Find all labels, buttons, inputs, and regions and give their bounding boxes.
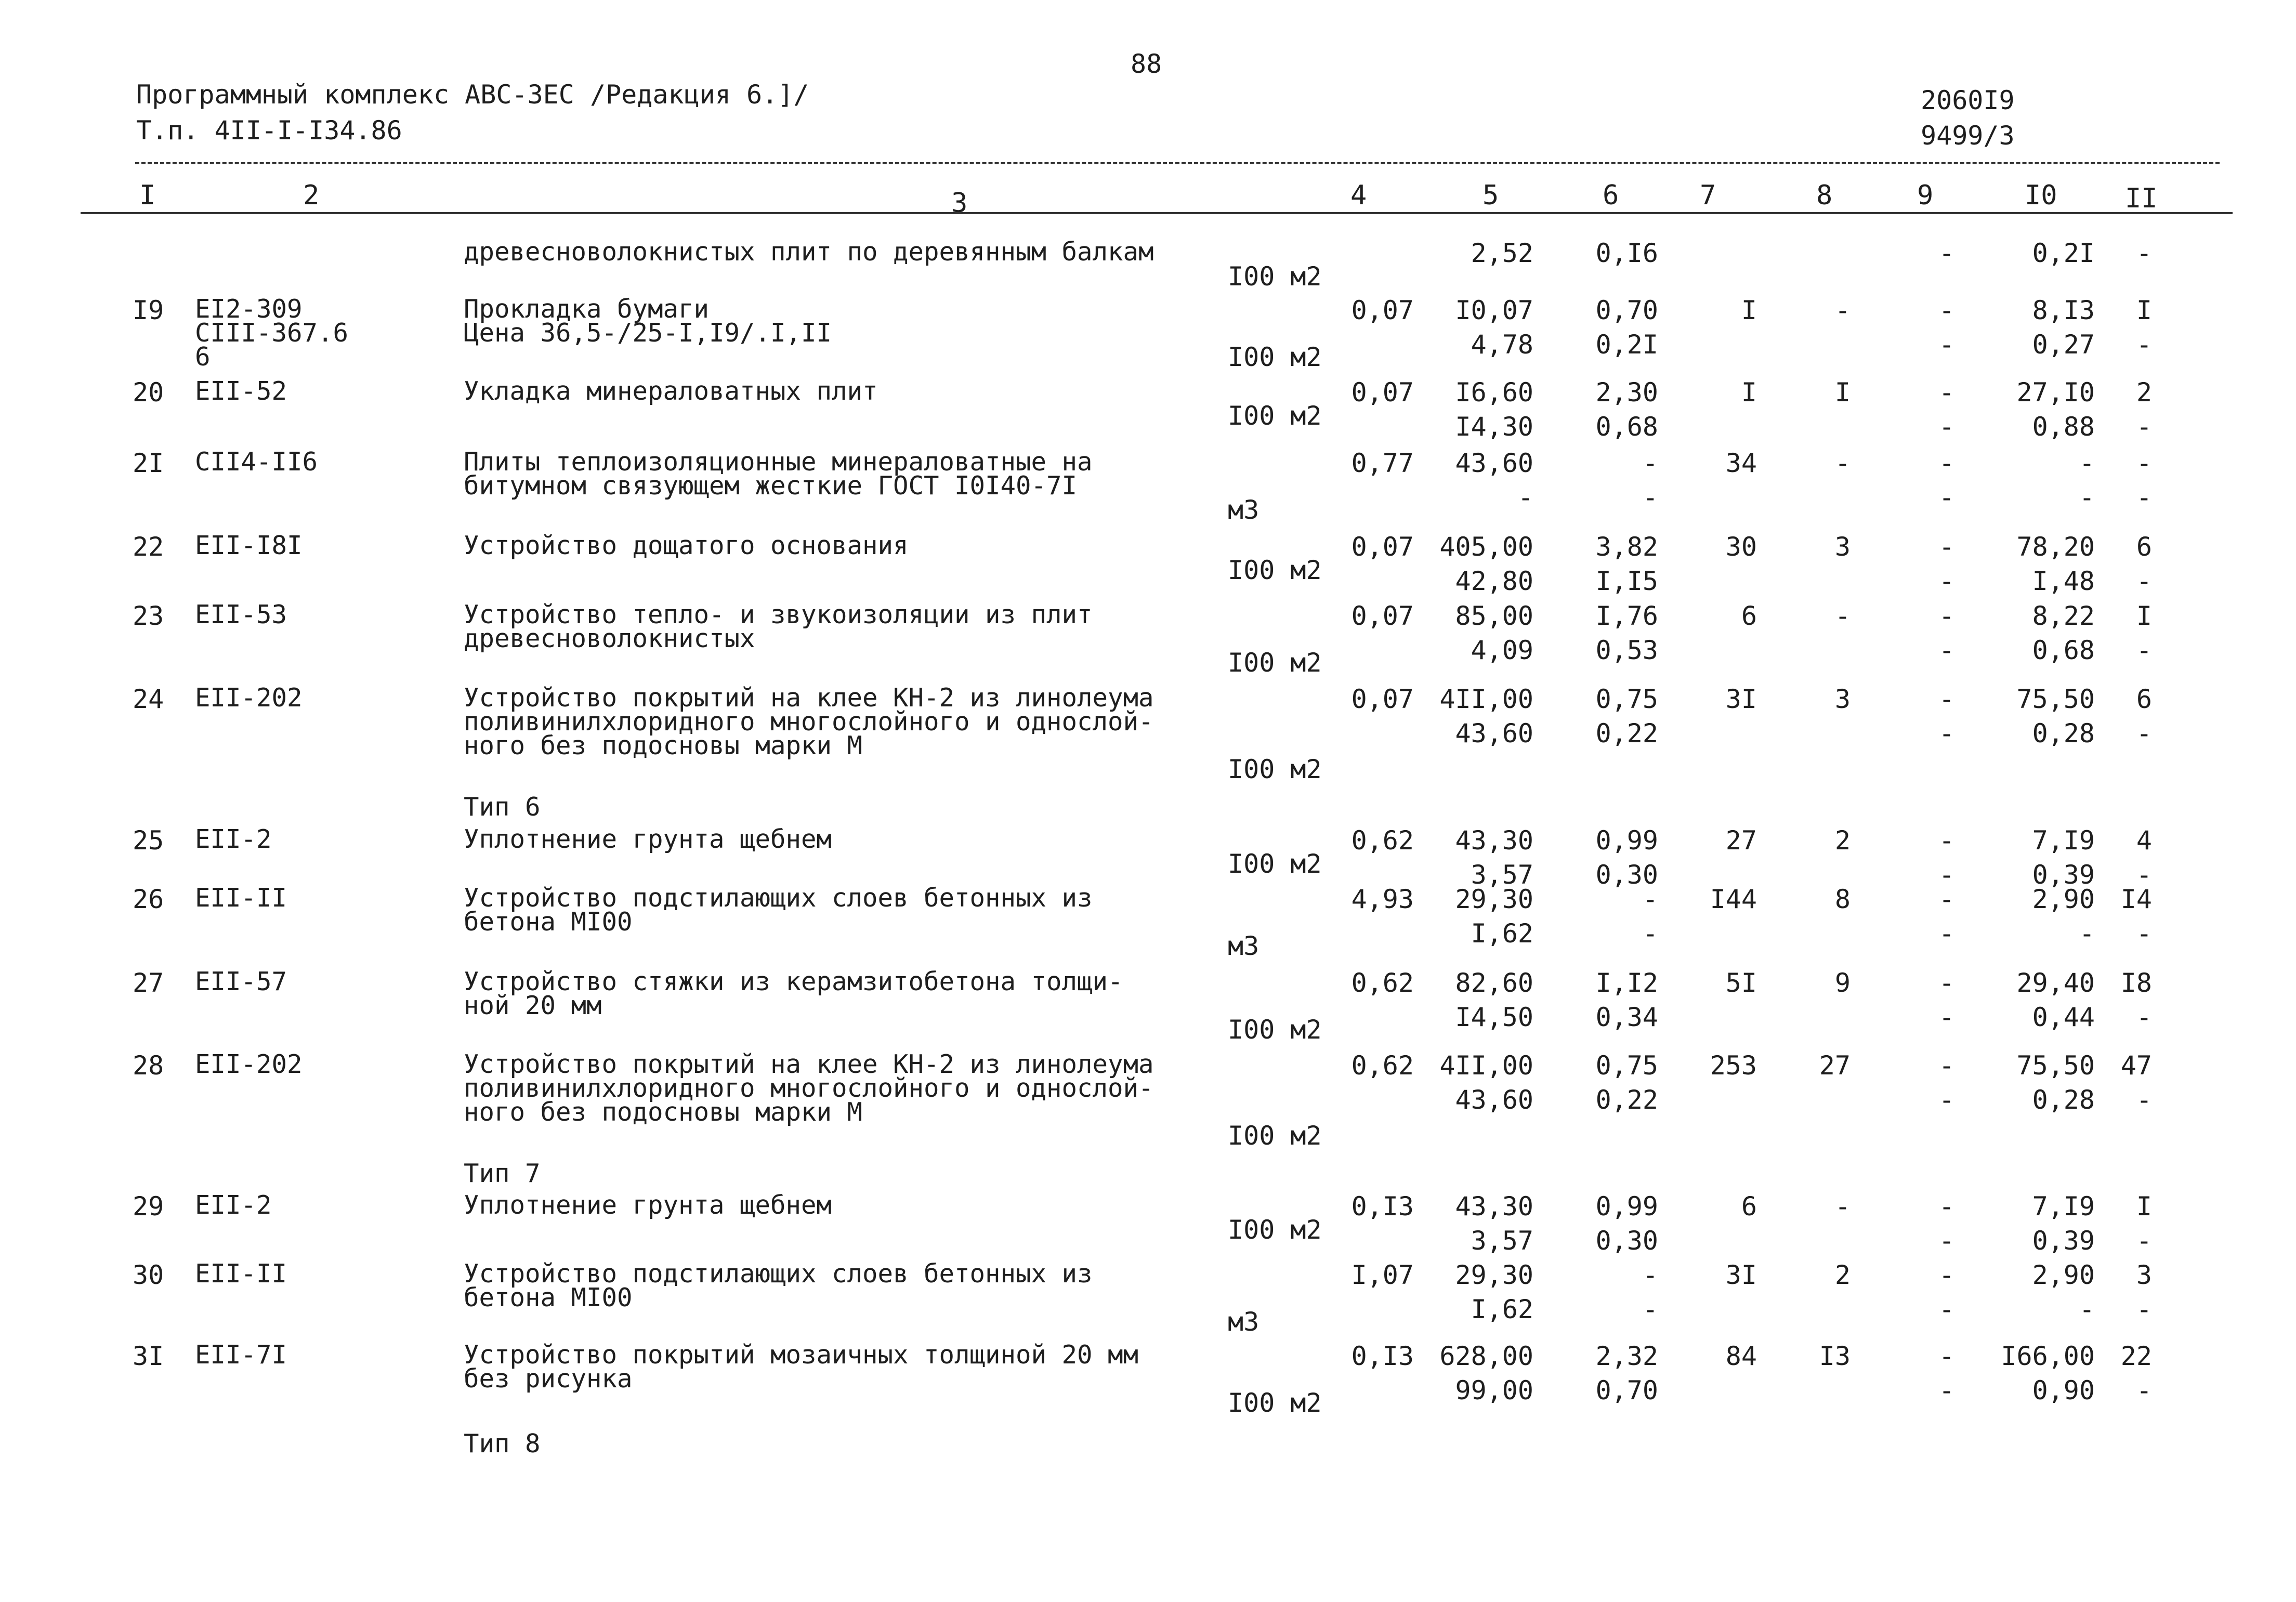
value-col-6-second: 0,30 xyxy=(1595,860,1658,890)
value-col-10: 8,I3 xyxy=(2032,295,2095,325)
work-description-line: без рисунка xyxy=(464,1364,633,1394)
row-number: I9 xyxy=(133,295,164,325)
work-description-line: поливинилхлоридного многослойного и однослой- xyxy=(464,707,1154,737)
row-number: 2I xyxy=(133,448,164,478)
value-col-10-second: 0,68 xyxy=(2032,635,2095,665)
value-col-6-second: 0,70 xyxy=(1595,1375,1658,1406)
work-description-line: бетона МI00 xyxy=(464,1283,633,1312)
value-col-4: 0,07 xyxy=(1351,684,1414,714)
type-7-label: Тип 7 xyxy=(464,1159,541,1188)
value-col-4: 0,62 xyxy=(1351,825,1414,856)
value-col-11-second: - xyxy=(2136,566,2152,596)
unit-of-measure: I00 м2 xyxy=(1228,754,1322,784)
value-col-4: 0,07 xyxy=(1351,295,1414,325)
value-col-7: 253 xyxy=(1710,1051,1757,1081)
row-number: 30 xyxy=(133,1260,164,1290)
value-col-6: 0,99 xyxy=(1595,1191,1658,1222)
value-col-11: I xyxy=(2136,1191,2152,1222)
unit-of-measure: I00 м2 xyxy=(1228,648,1322,678)
value-col-10-second: 0,39 xyxy=(2032,1226,2095,1256)
value-col-9: - xyxy=(1938,295,1954,325)
value-col-9-second: - xyxy=(1938,1085,1954,1115)
value-col-5: 2,52 xyxy=(1471,238,1533,268)
value-col-10-second: 0,28 xyxy=(2032,718,2095,749)
value-col-5-second: 42,80 xyxy=(1455,566,1533,596)
value-col-5: 43,30 xyxy=(1455,825,1533,856)
value-col-10: 7,I9 xyxy=(2032,1191,2095,1222)
column-number-11: II xyxy=(2125,183,2158,214)
unit-of-measure: I00 м2 xyxy=(1228,342,1322,372)
rate-code: ЕII-II xyxy=(195,883,287,913)
value-col-9-second: - xyxy=(1938,1226,1954,1256)
row-number: 26 xyxy=(133,884,164,914)
value-col-5-second: - xyxy=(1517,482,1533,513)
value-col-7: I xyxy=(1741,295,1757,325)
value-col-8: - xyxy=(1834,1191,1851,1222)
value-col-6: 2,30 xyxy=(1595,377,1658,408)
value-col-8: 3 xyxy=(1834,684,1851,714)
value-col-11: 22 xyxy=(2120,1341,2152,1371)
value-col-10: 78,20 xyxy=(2016,532,2095,562)
value-col-10: 75,50 xyxy=(2016,1051,2095,1081)
value-col-5: 29,30 xyxy=(1455,1260,1533,1290)
value-col-10: 8,22 xyxy=(2032,601,2095,631)
value-col-5-second: I4,50 xyxy=(1455,1002,1533,1032)
value-col-6: 0,70 xyxy=(1595,295,1658,325)
value-col-7: 3I xyxy=(1725,1260,1757,1290)
work-description-line: Устройство подстилающих слоев бетонных из xyxy=(464,1259,1093,1289)
rate-code: ЕII-53 xyxy=(195,600,287,629)
value-col-11: - xyxy=(2136,238,2152,268)
value-col-11-second: - xyxy=(2136,330,2152,360)
value-col-7: I xyxy=(1741,377,1757,408)
row-number: 20 xyxy=(133,377,164,408)
value-col-6: 0,75 xyxy=(1595,684,1658,714)
row-number: 25 xyxy=(133,825,164,856)
value-col-5-second: 4,78 xyxy=(1471,330,1533,360)
work-description-line: Прокладка бумаги xyxy=(464,294,710,324)
value-col-6-second: 0,22 xyxy=(1595,1085,1658,1115)
value-col-4: 0,I3 xyxy=(1351,1341,1414,1371)
value-col-9: - xyxy=(1938,1051,1954,1081)
value-col-10-second: I,48 xyxy=(2032,566,2095,596)
value-col-9-second: - xyxy=(1938,718,1954,749)
rate-code: ЕII-202 xyxy=(195,683,303,713)
value-col-10: 0,2I xyxy=(2032,238,2095,268)
value-col-6: 2,32 xyxy=(1595,1341,1658,1371)
value-col-6-second: 0,34 xyxy=(1595,1002,1658,1032)
column-number-5: 5 xyxy=(1482,180,1499,211)
value-col-9-second: - xyxy=(1938,1375,1954,1406)
value-col-10-second: - xyxy=(2079,918,2095,949)
value-col-11: 3 xyxy=(2136,1260,2152,1290)
column-number-3: 3 xyxy=(951,188,968,219)
value-col-6: 0,99 xyxy=(1595,825,1658,856)
work-description-line: Устройство покрытий на клее КН-2 из линолеума xyxy=(464,1049,1154,1079)
value-col-11: I4 xyxy=(2120,884,2152,914)
value-col-5: 43,30 xyxy=(1455,1191,1533,1222)
value-col-10: I66,00 xyxy=(2001,1341,2095,1371)
column-number-7: 7 xyxy=(1700,180,1716,211)
rate-code: ЕII-202 xyxy=(195,1049,303,1079)
value-col-10-second: 0,88 xyxy=(2032,412,2095,442)
work-description-line: Устройство дощатого основания xyxy=(464,531,909,560)
value-col-5-second: 3,57 xyxy=(1471,860,1533,890)
value-col-6: 3,82 xyxy=(1595,532,1658,562)
value-col-9-second: - xyxy=(1938,860,1954,890)
unit-of-measure: м3 xyxy=(1228,495,1259,525)
value-col-11: 47 xyxy=(2120,1051,2152,1081)
work-description-line: Устройство покрытий на клее КН-2 из линолеума xyxy=(464,683,1154,713)
work-description-line: Устройство стяжки из керамзитобетона толщи- xyxy=(464,967,1123,996)
value-col-5: I6,60 xyxy=(1455,377,1533,408)
value-col-5-second: 4,09 xyxy=(1471,635,1533,665)
value-col-9-second: - xyxy=(1938,635,1954,665)
work-description-line: Цена 36,5-/25-I,I9/.I,II xyxy=(464,318,832,348)
value-col-7: 3I xyxy=(1725,684,1757,714)
rate-code: ЕII-52 xyxy=(195,376,287,406)
value-col-6-second: 0,53 xyxy=(1595,635,1658,665)
value-col-11: 2 xyxy=(2136,377,2152,408)
value-col-6: 0,75 xyxy=(1595,1051,1658,1081)
value-col-8: 2 xyxy=(1834,1260,1851,1290)
document-code: 2060I9 xyxy=(1921,85,2015,115)
value-col-11: 6 xyxy=(2136,532,2152,562)
rate-code: ЕII-2 xyxy=(195,824,272,854)
value-col-10-second: 0,90 xyxy=(2032,1375,2095,1406)
work-description-line: Уплотнение грунта щебнем xyxy=(464,824,832,854)
value-col-4: 0,62 xyxy=(1351,1051,1414,1081)
row-number: 28 xyxy=(133,1051,164,1081)
work-description-line: Устройство покрытий мозаичных толщиной 20 мм xyxy=(464,1340,1139,1370)
value-col-6-second: 0,22 xyxy=(1595,718,1658,749)
value-col-8: I3 xyxy=(1819,1341,1851,1371)
value-col-8: 8 xyxy=(1834,884,1851,914)
value-col-11-second: - xyxy=(2136,482,2152,513)
unit-of-measure: I00 м2 xyxy=(1228,555,1322,585)
value-col-9: - xyxy=(1938,532,1954,562)
value-col-6: - xyxy=(1642,884,1658,914)
program-title: Программный комплекс АВС-ЗЕС /Редакция 6.]/ xyxy=(136,80,809,110)
unit-of-measure: I00 м2 xyxy=(1228,849,1322,879)
value-col-10-second: - xyxy=(2079,482,2095,513)
rate-code: ЕII-II xyxy=(195,1259,287,1289)
value-col-8: I xyxy=(1834,377,1851,408)
value-col-6: I,76 xyxy=(1595,601,1658,631)
unit-of-measure: I00 м2 xyxy=(1228,261,1322,292)
value-col-10: 75,50 xyxy=(2016,684,2095,714)
value-col-5: 82,60 xyxy=(1455,968,1533,998)
sheet-code: 9499/3 xyxy=(1921,121,2015,151)
value-col-4: 0,07 xyxy=(1351,377,1414,408)
row-number: 27 xyxy=(133,968,164,998)
work-description-line: ной 20 мм xyxy=(464,991,602,1020)
value-col-9-second: - xyxy=(1938,412,1954,442)
value-col-11: I xyxy=(2136,295,2152,325)
value-col-4: 4,93 xyxy=(1351,884,1414,914)
rate-code: ЕII-I8I xyxy=(195,531,303,560)
value-col-5: 405,00 xyxy=(1439,532,1533,562)
value-col-5: 4II,00 xyxy=(1439,684,1533,714)
value-col-9: - xyxy=(1938,377,1954,408)
value-col-5: 29,30 xyxy=(1455,884,1533,914)
value-col-4: I,07 xyxy=(1351,1260,1414,1290)
value-col-10: 7,I9 xyxy=(2032,825,2095,856)
value-col-9: - xyxy=(1938,1191,1954,1222)
value-col-9-second: - xyxy=(1938,918,1954,949)
value-col-5-second: I,62 xyxy=(1471,1294,1533,1324)
value-col-9-second: - xyxy=(1938,330,1954,360)
value-col-9: - xyxy=(1938,884,1954,914)
value-col-10-second: 0,27 xyxy=(2032,330,2095,360)
work-description-line: древесноволокнистых xyxy=(464,624,755,653)
type-8-label: Тип 8 xyxy=(464,1429,541,1459)
rate-code: СII4-II6 xyxy=(195,447,318,477)
value-col-11-second: - xyxy=(2136,412,2152,442)
row-number: 3I xyxy=(133,1341,164,1371)
work-description-line: древесноволокнистых плит по деревянным балкам xyxy=(464,237,1154,267)
value-col-10: 27,I0 xyxy=(2016,377,2095,408)
value-col-9: - xyxy=(1938,238,1954,268)
value-col-7: 30 xyxy=(1725,532,1757,562)
rate-code: ЕII-2 xyxy=(195,1190,272,1220)
rate-code: ЕII-7I xyxy=(195,1340,287,1370)
value-col-10: 29,40 xyxy=(2016,968,2095,998)
value-col-9: - xyxy=(1938,968,1954,998)
value-col-11-second: - xyxy=(2136,1226,2152,1256)
rate-code: ЕII-57 xyxy=(195,967,287,996)
value-col-10: 2,90 xyxy=(2032,884,2095,914)
work-description-line: поливинилхлоридного многослойного и однослой- xyxy=(464,1073,1154,1103)
value-col-7: 34 xyxy=(1725,448,1757,478)
value-col-8: - xyxy=(1834,295,1851,325)
value-col-11: I8 xyxy=(2120,968,2152,998)
value-col-7: 6 xyxy=(1741,601,1757,631)
value-col-9-second: - xyxy=(1938,566,1954,596)
value-col-9: - xyxy=(1938,684,1954,714)
value-col-4: 0,07 xyxy=(1351,532,1414,562)
value-col-5-second: 43,60 xyxy=(1455,1085,1533,1115)
value-col-9: - xyxy=(1938,825,1954,856)
value-col-11-second: - xyxy=(2136,635,2152,665)
value-col-5: 628,00 xyxy=(1439,1341,1533,1371)
header-rule-top xyxy=(135,162,2220,164)
column-number-9: 9 xyxy=(1917,180,1934,211)
column-number-4: 4 xyxy=(1350,180,1367,211)
value-col-11-second: - xyxy=(2136,860,2152,890)
value-col-6: 0,I6 xyxy=(1595,238,1658,268)
value-col-4: 0,62 xyxy=(1351,968,1414,998)
work-description-line: Устройство тепло- и звукоизоляции из плит xyxy=(464,600,1093,629)
value-col-11: - xyxy=(2136,448,2152,478)
row-number: 24 xyxy=(133,684,164,714)
value-col-10-second: - xyxy=(2079,1294,2095,1324)
value-col-11: I xyxy=(2136,601,2152,631)
column-number-6: 6 xyxy=(1603,180,1619,211)
column-number-10: I0 xyxy=(2025,180,2057,211)
work-description-line: Устройство подстилающих слоев бетонных из xyxy=(464,883,1093,913)
value-col-8: - xyxy=(1834,601,1851,631)
value-col-9-second: - xyxy=(1938,1294,1954,1324)
value-col-8: 3 xyxy=(1834,532,1851,562)
value-col-4: 0,I3 xyxy=(1351,1191,1414,1222)
value-col-10: - xyxy=(2079,448,2095,478)
value-col-5: I0,07 xyxy=(1455,295,1533,325)
value-col-9: - xyxy=(1938,1341,1954,1371)
work-description-line: ного без подосновы марки М xyxy=(464,1097,863,1127)
value-col-9-second: - xyxy=(1938,482,1954,513)
unit-of-measure: I00 м2 xyxy=(1228,1388,1322,1418)
value-col-10-second: 0,44 xyxy=(2032,1002,2095,1032)
value-col-8: 2 xyxy=(1834,825,1851,856)
value-col-11-second: - xyxy=(2136,1375,2152,1406)
value-col-6-second: - xyxy=(1642,1294,1658,1324)
value-col-11-second: - xyxy=(2136,1002,2152,1032)
value-col-6-second: 0,2I xyxy=(1595,330,1658,360)
value-col-10-second: 0,39 xyxy=(2032,860,2095,890)
rate-code: ЕI2-309 СIII-367.6 6 xyxy=(195,294,349,372)
value-col-6-second: I,I5 xyxy=(1595,566,1658,596)
value-col-11: 6 xyxy=(2136,684,2152,714)
value-col-5-second: 3,57 xyxy=(1471,1226,1533,1256)
value-col-9: - xyxy=(1938,1260,1954,1290)
work-description-line: битумном связующем жесткие ГОСТ I0I40-7I xyxy=(464,471,1078,501)
unit-of-measure: I00 м2 xyxy=(1228,1121,1322,1151)
value-col-7: 6 xyxy=(1741,1191,1757,1222)
value-col-5: 43,60 xyxy=(1455,448,1533,478)
value-col-4: 0,77 xyxy=(1351,448,1414,478)
value-col-7: 27 xyxy=(1725,825,1757,856)
value-col-5: 85,00 xyxy=(1455,601,1533,631)
type-6-label: Тип 6 xyxy=(464,792,541,822)
value-col-9: - xyxy=(1938,601,1954,631)
column-number-1: I xyxy=(139,180,156,211)
value-col-5-second: I,62 xyxy=(1471,918,1533,949)
work-description-line: Уплотнение грунта щебнем xyxy=(464,1190,832,1220)
value-col-6: - xyxy=(1642,1260,1658,1290)
value-col-7: 5I xyxy=(1725,968,1757,998)
value-col-9-second: - xyxy=(1938,1002,1954,1032)
row-number: 29 xyxy=(133,1191,164,1222)
work-description-line: бетона МI00 xyxy=(464,907,633,937)
value-col-6-second: - xyxy=(1642,918,1658,949)
column-number-2: 2 xyxy=(303,180,320,211)
value-col-10: 2,90 xyxy=(2032,1260,2095,1290)
value-col-8: 9 xyxy=(1834,968,1851,998)
value-col-6: I,I2 xyxy=(1595,968,1658,998)
value-col-4: 0,07 xyxy=(1351,601,1414,631)
row-number: 23 xyxy=(133,601,164,631)
value-col-11-second: - xyxy=(2136,918,2152,949)
value-col-6-second: 0,68 xyxy=(1595,412,1658,442)
value-col-8: 27 xyxy=(1819,1051,1851,1081)
header-rule-bottom xyxy=(81,212,2233,214)
page-number: 88 xyxy=(1131,49,1162,79)
value-col-5: 4II,00 xyxy=(1439,1051,1533,1081)
project-number: Т.п. 4II-I-I34.86 xyxy=(136,115,402,146)
unit-of-measure: I00 м2 xyxy=(1228,1015,1322,1045)
value-col-5-second: I4,30 xyxy=(1455,412,1533,442)
value-col-6-second: - xyxy=(1642,482,1658,513)
row-number: 22 xyxy=(133,532,164,562)
unit-of-measure: м3 xyxy=(1228,1307,1259,1337)
value-col-11-second: - xyxy=(2136,1294,2152,1324)
work-description-line: Плиты теплоизоляционные минераловатные на xyxy=(464,447,1093,477)
work-description-line: Укладка минераловатных плит xyxy=(464,376,878,406)
value-col-11-second: - xyxy=(2136,718,2152,749)
value-col-9: - xyxy=(1938,448,1954,478)
value-col-11-second: - xyxy=(2136,1085,2152,1115)
column-number-8: 8 xyxy=(1816,180,1833,211)
value-col-10-second: 0,28 xyxy=(2032,1085,2095,1115)
value-col-7: 84 xyxy=(1725,1341,1757,1371)
value-col-6: - xyxy=(1642,448,1658,478)
work-description-line: ного без подосновы марки М xyxy=(464,731,863,760)
value-col-5-second: 99,00 xyxy=(1455,1375,1533,1406)
unit-of-measure: I00 м2 xyxy=(1228,1215,1322,1245)
value-col-11: 4 xyxy=(2136,825,2152,856)
value-col-7: I44 xyxy=(1710,884,1757,914)
value-col-5-second: 43,60 xyxy=(1455,718,1533,749)
value-col-6-second: 0,30 xyxy=(1595,1226,1658,1256)
unit-of-measure: I00 м2 xyxy=(1228,401,1322,431)
unit-of-measure: м3 xyxy=(1228,931,1259,961)
value-col-8: - xyxy=(1834,448,1851,478)
